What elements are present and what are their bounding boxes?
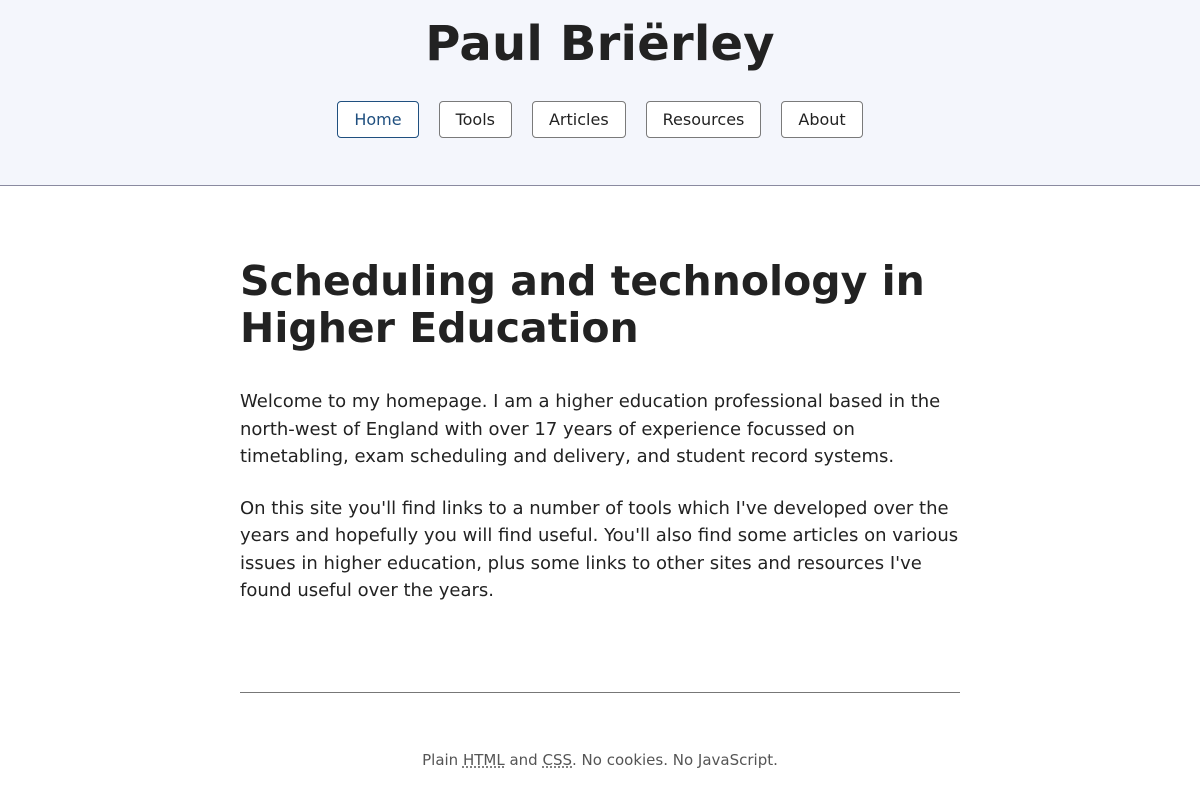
nav-about-button[interactable]: About [781,101,862,138]
nav-tools-button[interactable]: Tools [439,101,512,138]
nav-resources-button[interactable]: Resources [646,101,762,138]
main-nav [0,101,1200,138]
nav-home-button[interactable]: Home [337,101,418,138]
site-title: Paul Briërley [425,16,775,72]
site-description-paragraph: On this site you'll find links to a number of tools which I've developed over the years and hopefully you will find useful. You'll also find some articles on various issues in higher education, plus some links to other sites and resources I've found useful over the years. [240,497,959,601]
site-footer [240,751,960,769]
main-content [240,186,960,769]
page-title: Scheduling and technology in Higher Education [240,257,925,352]
html-abbreviation: HTML [462,750,505,769]
footer-and: and [504,750,543,769]
nav-articles-button[interactable]: Articles [532,101,626,138]
footer-prefix: Plain [422,750,463,769]
intro-paragraph: Welcome to my homepage. I am a higher education professional based in the north-west of England with over 17 years of experience focussed on timetabling, exam scheduling and delivery, and student record systems. [240,391,941,467]
footer-divider [240,692,960,693]
site-header [0,0,1200,186]
footer-suffix: . No cookies. No JavaScript. [572,750,778,769]
css-abbreviation: CSS [542,750,573,769]
